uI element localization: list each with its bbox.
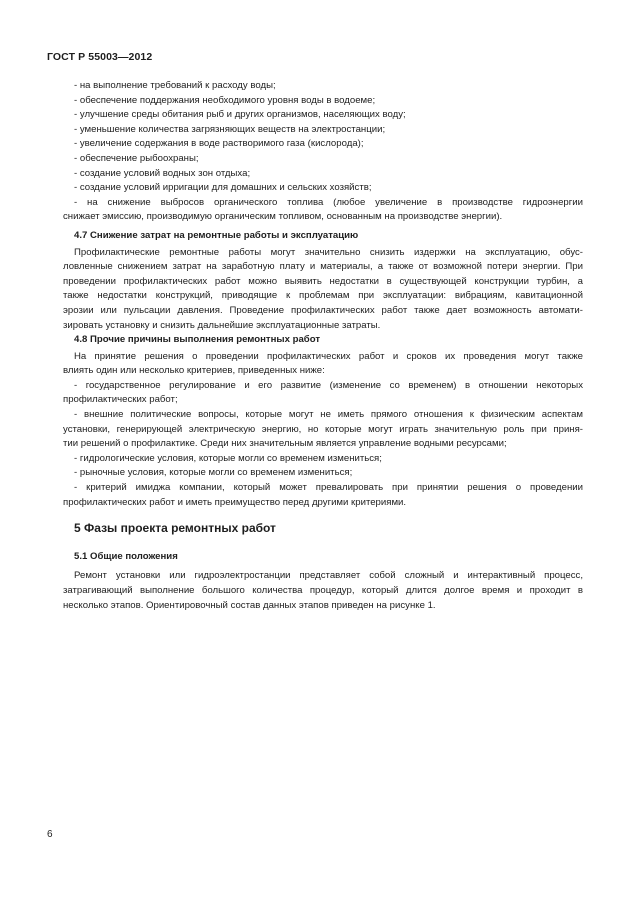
page-number: 6 (47, 829, 53, 840)
paragraph-line: несколько этапов. Ориентировочный состав данных этапов приведен на рисунке 1. (63, 599, 436, 611)
document-header: ГОСТ Р 55003—2012 (47, 51, 153, 63)
list-item: - на выполнение требований к расходу воды; (74, 80, 276, 91)
paragraph-line: также недостатки конструкций, приводящие к проблемам при эксплуатации: вибрациям, кавитационной (63, 290, 583, 302)
paragraph-line: затрагивающий выполнение большого количества процедур, который длится долгое время и проходит в (63, 585, 583, 596)
list-item-continuation: профилактических работ и иметь преимущество перед другими критериями. (63, 496, 407, 508)
section-4-7-paragraph (63, 246, 583, 334)
paragraph-line: проведении профилактических работ можно выявить недостатки в существующей конструкции турбин, а (63, 275, 583, 287)
list-item: - критерий имиджа компании, который может превалировать при принятии решения о проведении (74, 482, 583, 494)
list-item: - внешние политические вопросы, которые могут не иметь прямого отношения к физическим аспектам (74, 409, 583, 421)
list-item: - государственное регулирование и его развитие (изменение со временем) в отношении некоторых (74, 379, 583, 391)
document-body (63, 79, 583, 613)
paragraph-line: ловленные снижением затрат на заработную плату и материалы, а также от возможной потери энергии. При (63, 261, 583, 273)
list-item: - рыночные условия, которые могли со временем измениться; (74, 467, 353, 479)
section-4-8-heading: 4.8 Прочие причины выполнения ремонтных работ (74, 334, 321, 346)
paragraph-line: На принятие решения о проведении профилактических работ и сроков их проведения могут также (74, 350, 583, 362)
list-item-continuation: установки, генерирующей электрическую энергию, но которые могут играть значительную роль при приня- (63, 423, 583, 435)
list-item: - на снижение выбросов органического топлива (любое увеличение в производстве гидроэнергии (74, 196, 583, 208)
paragraph-line: Ремонт установки или гидроэлектростанции представляет собой сложный и интерактивный процесс, (74, 570, 583, 582)
section-4-7-heading: 4.7 Снижение затрат на ремонтные работы и эксплуатацию (74, 229, 359, 241)
list-item: - создание условий ирригации для домашних и сельских хозяйств; (74, 182, 372, 194)
list-item: - создание условий водных зон отдыха; (74, 167, 251, 179)
list-item-continuation: профилактических работ; (63, 394, 178, 406)
list-item: - обеспечение рыбоохраны; (74, 152, 199, 164)
list-item: - уменьшение количества загрязняющих веществ на электростанции; (74, 123, 386, 135)
paragraph-line: эрозии или пульсации давления. Проведение профилактических работ также дает возможность автомати- (63, 304, 583, 316)
section-5-1-heading: 5.1 Общие положения (74, 550, 178, 562)
goals-list (63, 79, 583, 225)
list-item: - обеспечение поддержания необходимого уровня воды в водоеме; (74, 94, 376, 106)
paragraph-line: влиять один или несколько критериев, приведенных ниже: (63, 365, 325, 377)
list-item: - гидрологические условия, которые могли со временем измениться; (74, 452, 382, 464)
list-item-continuation: снижает эмиссию, производимую органическим топливом, основанным на производстве энергии). (63, 211, 503, 223)
section-5-1-paragraph (63, 569, 583, 613)
section-5-heading: 5 Фазы проекта ремонтных работ (74, 521, 276, 536)
section-4-8-body (63, 350, 583, 511)
list-item: - улучшение среды обитания рыб и других организмов, населяющих воду; (74, 109, 406, 121)
paragraph-line: зировать установку и снизить дальнейшие эксплуатационные затраты. (63, 319, 381, 331)
list-item: - увеличение содержания в воде растворимого газа (кислорода); (74, 138, 364, 150)
paragraph-line: Профилактические ремонтные работы могут значительно снизить издержки на эксплуатацию, обус- (74, 246, 583, 258)
list-item-continuation: тии решений о профилактике. Среди них значительным является управление водными ресурсами; (63, 438, 507, 450)
